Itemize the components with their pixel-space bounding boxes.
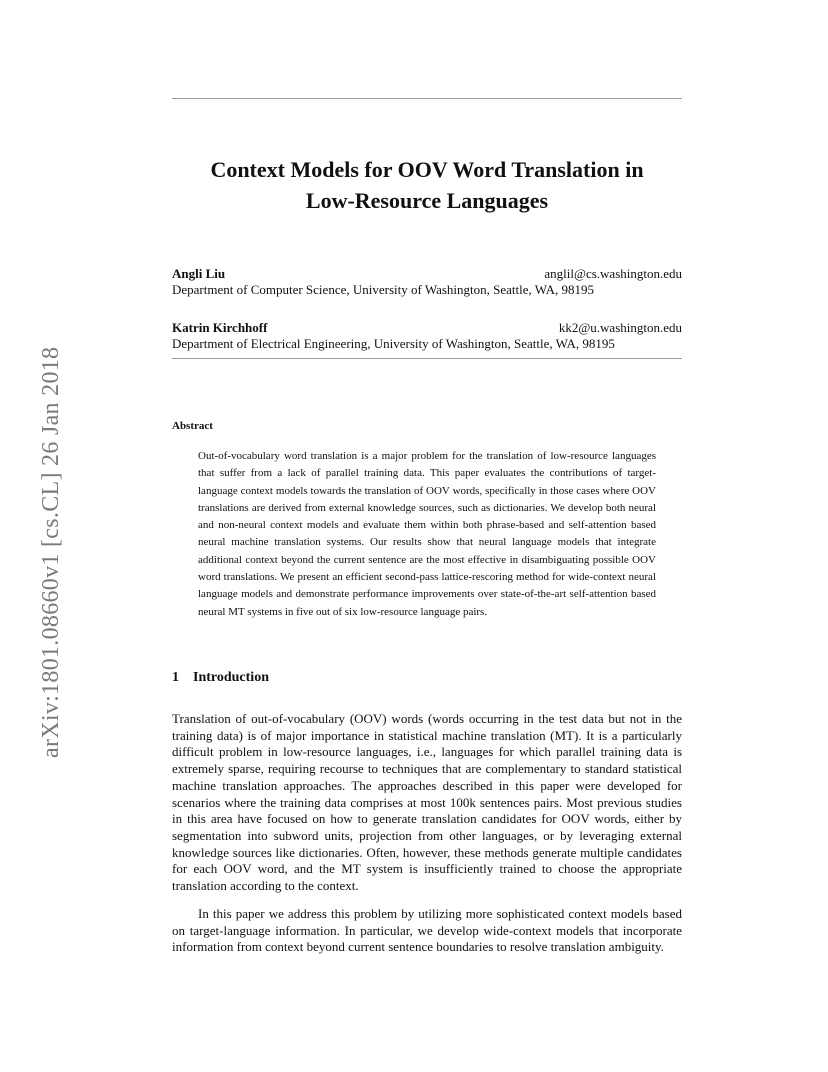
- title-line-2: Low-Resource Languages: [305, 188, 549, 213]
- author-1-affiliation: Department of Computer Science, University of Washington, Seattle, WA, 98195: [172, 282, 594, 297]
- paper-title: [172, 154, 682, 216]
- title-line-1: Context Models for OOV Word Translation in: [210, 157, 644, 182]
- author-1-email: anglil@cs.washington.edu: [544, 266, 682, 281]
- author-1-line: [172, 265, 682, 282]
- intro-paragraph-2: In this paper we address this problem by utilizing more sophisticated context models based on target-language information. In particular, we develop wide-context models that incorporate information from context beyond current sentence boundaries to resolve translation ambiguity.: [172, 906, 682, 955]
- section-heading: [172, 669, 269, 687]
- section-title: Introduction: [193, 670, 269, 685]
- section-number: 1: [172, 670, 179, 685]
- abstract-text: Out-of-vocabulary word translation is a major problem for the translation of low-resource languages that suffer from a lack of parallel training data. This paper evaluates the contributions of target-language context models towards the translation of OOV words, specifically in those cases where OOV translations are derived from external knowledge sources, such as dictionaries. We develop both neural and non-neural context models and evaluate them within both phrase-based and self-attention based neural machine translation systems. Our results show that neural language models that integrate additional context beyond the current sentence are the most effective in disambiguating possible OOV word translations. We present an efficient second-pass lattice-rescoring method for wide-context neural language models and demonstrate performance improvements over state-of-the-art self-attention based neural MT systems in five out of six low-resource language pairs.: [198, 450, 656, 618]
- abstract-heading: Abstract: [172, 420, 213, 432]
- author-2-email: kk2@u.washington.edu: [558, 320, 682, 335]
- arxiv-identifier-stamp: arXiv:1801.08660v1 [cs.CL] 26 Jan 2018: [38, 346, 64, 758]
- author-2-affiliation: Department of Electrical Engineering, University of Washington, Seattle, WA, 98195: [172, 336, 615, 351]
- intro-paragraph-1: Translation of out-of-vocabulary (OOV) words (words occurring in the test data but not in the training data) is of major importance in statistical machine translation (MT). It is a particularly difficult problem in low-resource languages, i.e., languages for which parallel training data is extremely sparse, requiring recourse to techniques that are complementary to standard statistical machine translation approaches. The approaches described in this paper were developed for scenarios where the training data comprises at most 100k sentences pairs. Most previous studies in this area have focused on how to generate translation candidates for OOV words, either by segmentation into subword units, projection from other languages, or by leveraging external knowledge sources like dictionaries. Often, however, these methods generate multiple candidates for each OOV word, and the MT system is insufficiently trained to choose the appropriate translation according to the context.: [172, 711, 682, 894]
- author-1-name: Angli Liu: [172, 266, 226, 281]
- author-2-line: [172, 319, 682, 336]
- top-rule: [172, 98, 682, 99]
- bottom-rule: [172, 358, 682, 359]
- author-2-name: Katrin Kirchhoff: [172, 320, 268, 335]
